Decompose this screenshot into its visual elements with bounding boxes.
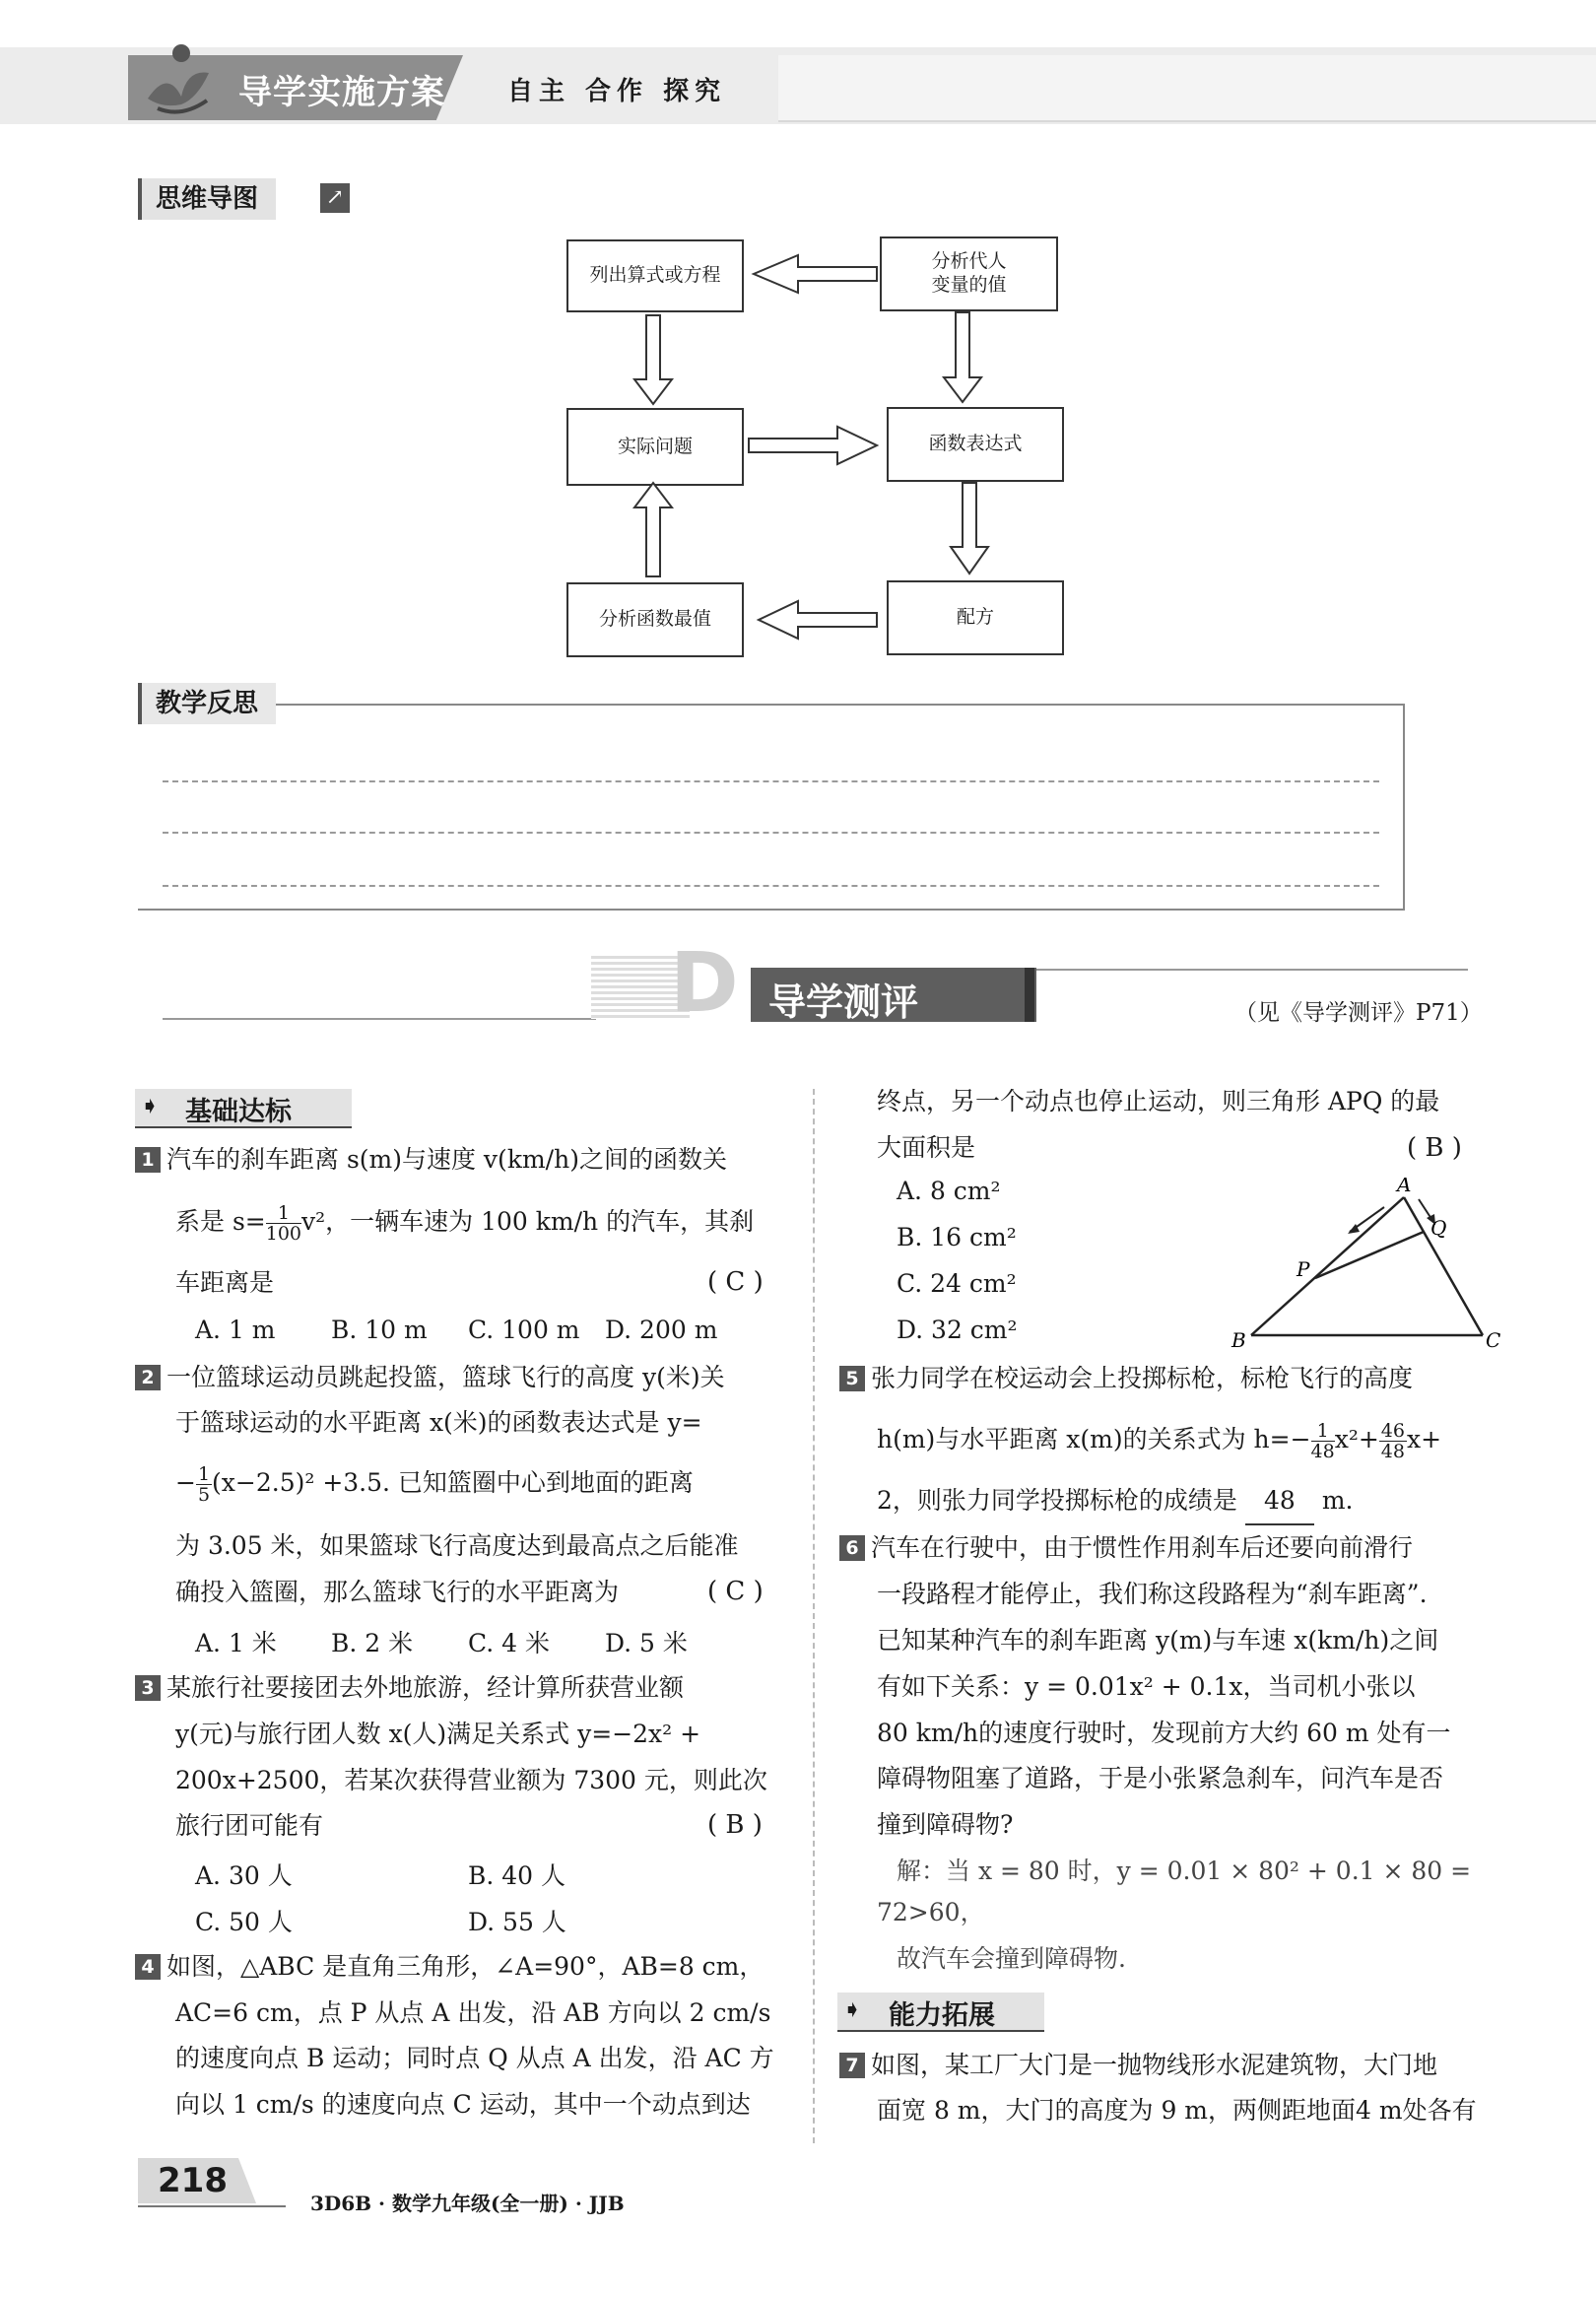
- basic-tag-label: 基础达标: [185, 1097, 292, 1127]
- q3-line2: y(元)与旅行团人数 x(人)满足关系式 y=−2x² +: [175, 1720, 701, 1748]
- q2-option-b[interactable]: B. 2 米: [331, 1629, 414, 1657]
- arrow-square-to-max: [759, 601, 877, 639]
- q2-number: 2: [135, 1365, 161, 1390]
- arrow-vars-to-function: [944, 312, 981, 402]
- q1-number: 1: [135, 1147, 161, 1173]
- q6-solution-line3: 故汽车会撞到障碍物.: [897, 1944, 1126, 1973]
- label-b: B: [1231, 1328, 1246, 1350]
- q4-option-a[interactable]: A. 8 cm²: [897, 1177, 1001, 1205]
- q4-line4: 向以 1 cm/s 的速度向点 C 运动，其中一个动点到达: [175, 2090, 751, 2119]
- q7-line1: [839, 2043, 1437, 2088]
- q5-line3-post: m.: [1321, 1486, 1354, 1515]
- q6-line1-text: 汽车在行驶中，由于惯性作用刹车后还要向前滑行: [871, 1533, 1414, 1562]
- q3-line3: 200x+2500，若某次获得营业额为 7300 元，则此次: [175, 1766, 767, 1794]
- q2-frac-den: 5: [197, 1484, 211, 1506]
- q3-number: 3: [135, 1675, 161, 1701]
- q4-line2: AC=6 cm，点 P 从点 A 出发，沿 AB 方向以 2 cm/s: [175, 1998, 771, 2027]
- q1-frac-den: 100: [265, 1223, 301, 1245]
- q4-option-b[interactable]: B. 16 cm²: [897, 1223, 1017, 1251]
- q2-answer: ( C ): [707, 1577, 764, 1606]
- q3-line4: 旅行团可能有: [175, 1811, 324, 1840]
- q5-frac1-den: 48: [1310, 1441, 1335, 1462]
- q2-option-d[interactable]: D. 5 米: [605, 1629, 688, 1657]
- flow-box-analyze-vars: 分析代人 变量的值: [880, 236, 1058, 311]
- q1-option-b[interactable]: B. 10 m: [331, 1316, 428, 1344]
- reflection-line[interactable]: [163, 832, 1379, 834]
- q6-solution-line2: 72>60，: [877, 1898, 985, 1926]
- q4-line3: 的速度向点 B 运动；同时点 Q 从点 A 出发，沿 AC 方: [175, 2044, 774, 2072]
- q5-line3-pre: 2，则张力同学投掷标枪的成绩是: [877, 1486, 1237, 1515]
- q5-line2-mid: x²+: [1334, 1425, 1379, 1453]
- mind-map-tag: [138, 178, 276, 220]
- label-a: A: [1397, 1178, 1412, 1196]
- q2-line1-text: 一位篮球运动员跳起投篮，篮球飞行的高度 y(米)关: [166, 1363, 725, 1391]
- leaf-logo-icon: [138, 39, 217, 118]
- q3-line1: [135, 1665, 684, 1711]
- reflection-tag-label: 教学反思: [156, 689, 259, 718]
- reflection-line[interactable]: [163, 780, 1379, 782]
- flow-box-real-problem: 实际问题: [566, 408, 744, 486]
- header-right-strip: [778, 55, 1596, 122]
- flowchart-arrows: [552, 232, 1084, 665]
- q1-option-a[interactable]: A. 1 m: [195, 1316, 276, 1344]
- extend-tag-label: 能力拓展: [889, 2000, 995, 2031]
- banner-letter: D: [670, 934, 739, 1031]
- q6-line4: 有如下关系：y = 0.01x² + 0.1x，当司机小张以: [877, 1672, 1416, 1701]
- assessment-reference: （见《导学测评》P71）: [1234, 1000, 1483, 1026]
- q3-line1-text: 某旅行社要接团去外地旅游，经计算所获营业额: [166, 1673, 685, 1702]
- q2-line1: [135, 1355, 725, 1400]
- q5-answer-blank[interactable]: 48: [1245, 1478, 1314, 1525]
- q1-line1: [135, 1137, 727, 1182]
- q2-line2: 于篮球运动的水平距离 x(米)的函数表达式是 y=: [175, 1408, 702, 1437]
- q5-line1-text: 张力同学在校运动会上投掷标枪，标枪飞行的高度: [871, 1364, 1414, 1392]
- reflection-line[interactable]: [163, 885, 1379, 887]
- q7-line2: 面宽 8 m，大门的高度为 9 m，两侧距地面4 m处各有: [877, 2096, 1477, 2125]
- mind-map-tag-label: 思维导图: [156, 184, 259, 214]
- flow-box-function-expr: 函数表达式: [887, 407, 1064, 482]
- q5-fraction-1: [1311, 1421, 1335, 1461]
- q5-fraction-2: [1379, 1421, 1407, 1461]
- flow-box-complete-square: 配方: [887, 580, 1064, 655]
- label-q: Q: [1430, 1216, 1447, 1240]
- banner-right-rule: [1034, 969, 1468, 971]
- q6-line3: 已知某种汽车的刹车距离 y(m)与车速 x(km/h)之间: [877, 1626, 1439, 1655]
- q2-line5: 确投入篮圈，那么篮球飞行的水平距离为: [175, 1578, 620, 1606]
- q6-line2: 一段路程才能停止，我们称这段路程为“刹车距离”.: [877, 1580, 1428, 1608]
- arrow-badge-icon: ➧: [842, 1995, 863, 2023]
- header-title: 导学实施方案: [238, 73, 445, 112]
- reflection-bottom-line: [138, 909, 1405, 911]
- q2-option-c[interactable]: C. 4 米: [468, 1629, 550, 1657]
- q1-line3: 车距离是: [175, 1268, 275, 1297]
- reflection-top-line: [276, 704, 1404, 706]
- q3-option-a[interactable]: A. 30 人: [195, 1861, 293, 1890]
- arrow-badge-icon: ➧: [140, 1092, 161, 1119]
- q1-line2-post: v²，一辆车速为 100 km/h 的汽车，其刹: [301, 1207, 755, 1236]
- triangle-figure: [1222, 1178, 1507, 1350]
- arrow-function-to-square: [951, 483, 988, 574]
- q5-line1: [839, 1356, 1413, 1401]
- flow-box-equation: 列出算式或方程: [566, 239, 744, 312]
- q4-line6: 大面积是: [877, 1133, 976, 1162]
- q2-line3-post: (x−2.5)² +3.5. 已知篮圈中心到地面的距离: [212, 1468, 694, 1497]
- page-number: 218: [158, 2161, 228, 2200]
- arrow-vars-to-equation: [754, 255, 877, 293]
- q6-line1: [839, 1525, 1413, 1571]
- q2-fraction: [196, 1464, 212, 1505]
- q6-line6: 障碍物阻塞了道路，于是小张紧急刹车，问汽车是否: [877, 1764, 1444, 1792]
- q4-option-c[interactable]: C. 24 cm²: [897, 1269, 1017, 1298]
- q1-line2-pre: 系是 s=: [175, 1207, 266, 1236]
- q1-line1-text: 汽车的刹车距离 s(m)与速度 v(km/h)之间的函数关: [166, 1145, 727, 1174]
- segment-pq: [1315, 1232, 1424, 1278]
- q4-line5: 终点，另一个动点也停止运动，则三角形 APQ 的最: [877, 1087, 1440, 1115]
- q3-answer: ( B ): [707, 1810, 763, 1840]
- external-link-icon: ↗: [320, 183, 350, 213]
- q6-number: 6: [839, 1535, 865, 1561]
- q1-option-c[interactable]: C. 100 m: [468, 1316, 580, 1344]
- q5-line2-pre: h(m)与水平距离 x(m)的关系式为 h=−: [877, 1425, 1311, 1453]
- footer-book-info: 3D6B · 数学九年级(全一册) · JJB: [310, 2192, 625, 2215]
- banner-left-rule: [163, 1018, 596, 1020]
- q7-line1-text: 如图，某工厂大门是一抛物线形水泥建筑物，大门地: [871, 2051, 1438, 2079]
- q2-line3: [175, 1460, 694, 1506]
- label-p: P: [1297, 1257, 1310, 1281]
- q2-line3-pre: −: [175, 1468, 196, 1497]
- q5-number: 5: [839, 1366, 865, 1391]
- footer-rule: [138, 2205, 286, 2207]
- q6-line5: 80 km/h的速度行驶时，发现前方大约 60 m 处有一: [877, 1719, 1451, 1747]
- q5-line2-post: x+: [1406, 1425, 1442, 1453]
- arrow-problem-to-function: [749, 427, 877, 464]
- reflection-right-border: [1403, 704, 1405, 911]
- q4-option-d[interactable]: D. 32 cm²: [897, 1316, 1018, 1344]
- q3-option-d[interactable]: D. 55 人: [468, 1908, 566, 1936]
- q6-line7: 撞到障碍物?: [877, 1810, 1014, 1839]
- banner-title: 导学测评: [768, 980, 919, 1024]
- label-c: C: [1486, 1328, 1501, 1350]
- q4-line1-text: 如图，△ABC 是直角三角形，∠A=90°，AB=8 cm，: [166, 1952, 765, 1981]
- q4-answer: ( B ): [1407, 1133, 1462, 1163]
- q2-line4: 为 3.05 米，如果篮球飞行高度达到最高点之后能准: [175, 1531, 739, 1560]
- q1-frac-num: 1: [266, 1203, 301, 1224]
- q1-line2: [175, 1199, 754, 1245]
- banner-end-bar: [1025, 968, 1034, 1022]
- flow-box-analyze-max: 分析函数最值: [566, 582, 744, 657]
- column-divider: [813, 1089, 815, 2143]
- q3-option-b[interactable]: B. 40 人: [468, 1861, 566, 1890]
- q5-frac1-num: 1: [1311, 1421, 1335, 1442]
- q2-frac-num: 1: [197, 1463, 211, 1485]
- arrow-equation-to-problem: [634, 315, 672, 404]
- q5-frac2-den: 48: [1380, 1441, 1405, 1462]
- reflection-tag: [138, 683, 276, 724]
- q4-line1: [135, 1944, 764, 1990]
- q2-option-a[interactable]: A. 1 米: [195, 1629, 277, 1657]
- q5-line3: [877, 1478, 1353, 1525]
- side-ab: [1251, 1197, 1404, 1335]
- q1-option-d[interactable]: D. 200 m: [605, 1316, 718, 1344]
- q1-answer: ( C ): [707, 1267, 764, 1297]
- q7-number: 7: [839, 2053, 865, 2078]
- q6-solution-line1: 解：当 x = 80 时，y = 0.01 × 80² + 0.1 × 80 =: [897, 1857, 1472, 1885]
- q3-option-c[interactable]: C. 50 人: [195, 1908, 293, 1936]
- q5-line2: [877, 1417, 1441, 1462]
- q5-frac2-num: 46: [1380, 1420, 1405, 1442]
- q4-number: 4: [135, 1954, 161, 1980]
- header-tagline: 自主 合作 探究: [507, 77, 727, 106]
- arrow-max-to-problem: [634, 483, 672, 576]
- q1-fraction: [266, 1203, 301, 1244]
